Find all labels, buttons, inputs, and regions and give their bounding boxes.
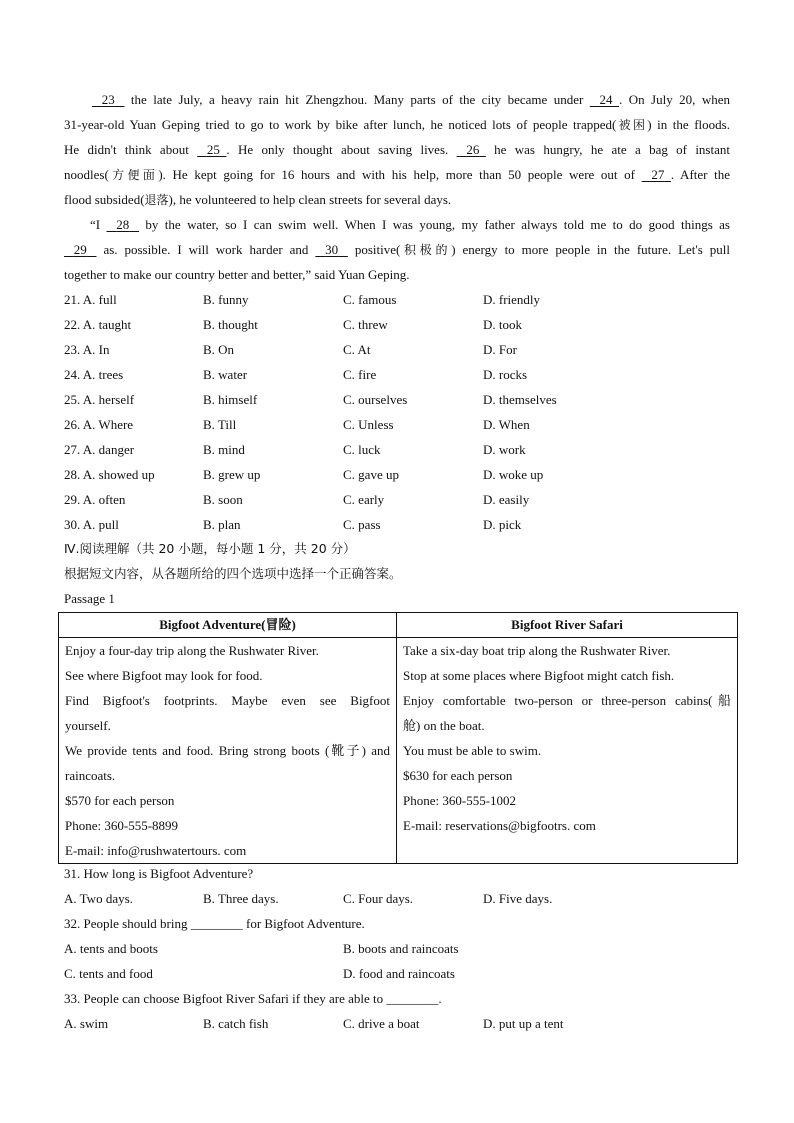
cloze-option-30-a[interactable]: 30. A. pull — [64, 517, 119, 532]
q32-option-a[interactable]: A. tents and boots — [64, 941, 158, 956]
cloze-option-22-a[interactable]: 22. A. taught — [64, 317, 132, 332]
q33-option-d[interactable]: D. put up a tent — [483, 1016, 564, 1031]
blank-26: 26 — [466, 142, 480, 157]
blank-27: 27 — [651, 167, 665, 182]
cloze-line: flood subsided(退落), he volunteered to help clean streets for several days. — [64, 192, 452, 207]
cloze-option-22-b[interactable]: B. thought — [203, 317, 258, 332]
blank-29: 29 — [73, 242, 87, 257]
cloze-option-25-b[interactable]: B. himself — [203, 392, 258, 407]
ad-line: You must be able to swim. — [403, 743, 542, 758]
cloze-option-21-b[interactable]: B. funny — [203, 292, 249, 307]
cloze-option-24-b[interactable]: B. water — [203, 367, 248, 382]
ad-line: Phone: 360-555-1002 — [403, 793, 517, 808]
cloze-option-29-a[interactable]: 29. A. often — [64, 492, 126, 507]
ad-line: See where Bigfoot may look for food. — [65, 668, 263, 683]
blank-23: 23 — [101, 92, 115, 107]
cloze-option-28-a[interactable]: 28. A. showed up — [64, 467, 155, 482]
ad-line: $570 for each person — [65, 793, 175, 808]
ad-line: 舱) on the boat. — [403, 718, 485, 733]
cloze-option-27-a[interactable]: 27. A. danger — [64, 442, 135, 457]
cloze-option-27-c[interactable]: C. luck — [343, 442, 381, 457]
cloze-option-21-d[interactable]: D. friendly — [483, 292, 541, 307]
section-heading: Ⅳ.阅读理解（共 20 小题，每小题 1 分，共 20 分） — [64, 541, 356, 556]
question-31-stem: 31. How long is Bigfoot Adventure? — [64, 866, 254, 881]
q32-option-d[interactable]: D. food and raincoats — [343, 966, 455, 981]
ad-line: We provide tents and food. Bring strong boots (靴子) and — [65, 743, 390, 758]
ad-line: Phone: 360-555-8899 — [65, 818, 179, 833]
ad-line: E-mail: reservations@bigfootrs. com — [403, 818, 596, 833]
cloze-option-24-c[interactable]: C. fire — [343, 367, 377, 382]
q31-option-d[interactable]: D. Five days. — [483, 891, 553, 906]
question-32-stem: 32. People should bring ________ for Bigfoot Adventure. — [64, 916, 365, 931]
cloze-option-26-d[interactable]: D. When — [483, 417, 530, 432]
cloze-option-23-a[interactable]: 23. A. In — [64, 342, 110, 357]
ad-title-left: Bigfoot Adventure(冒险) — [59, 613, 397, 638]
ad-body-left — [59, 638, 397, 864]
q32-option-c[interactable]: C. tents and food — [64, 966, 153, 981]
cloze-option-25-a[interactable]: 25. A. herself — [64, 392, 135, 407]
question-33-stem: 33. People can choose Bigfoot River Safari if they are able to ________. — [64, 991, 442, 1006]
cloze-option-30-c[interactable]: C. pass — [343, 517, 381, 532]
blank-25: 25 — [206, 142, 220, 157]
cloze-option-22-c[interactable]: C. threw — [343, 317, 388, 332]
ad-line: Find Bigfoot's footprints. Maybe even see Bigfoot — [65, 693, 390, 708]
cloze-option-30-b[interactable]: B. plan — [203, 517, 241, 532]
section-instruction: 根据短文内容，从各题所给的四个选项中选择一个正确答案。 — [64, 566, 402, 581]
cloze-line: 31-year-old Yuan Geping tried to go to work by bike after lunch, he noticed lots of people trapped(被困) in the floods. — [64, 117, 730, 132]
cloze-option-23-b[interactable]: B. On — [203, 342, 235, 357]
cloze-option-26-a[interactable]: 26. A. Where — [64, 417, 134, 432]
q32-option-b[interactable]: B. boots and raincoats — [343, 941, 459, 956]
cloze-line: 23 the late July, a heavy rain hit Zhengzhou. Many parts of the city became under 24 . On July 20, when — [64, 92, 730, 108]
cloze-line: “I 28 by the water, so I can swim well. When I was young, my father always told me to do good things as — [90, 217, 730, 232]
cloze-option-23-c[interactable]: C. At — [343, 342, 371, 357]
ad-line: Stop at some places where Bigfoot might catch fish. — [403, 668, 675, 683]
cloze-option-23-d[interactable]: D. For — [483, 342, 517, 357]
blank-30: 30 — [325, 242, 339, 257]
cloze-line: 29 as. possible. I will work harder and 30 positive(积极的) energy to more people in the future. Let's pull — [64, 242, 730, 258]
cloze-option-29-d[interactable]: D. easily — [483, 492, 530, 507]
cloze-line: noodles(方便面). He kept going for 16 hours and with his help, more than 50 people were out of 27 . After the — [64, 167, 731, 182]
cloze-option-29-b[interactable]: B. soon — [203, 492, 243, 507]
ads-table — [58, 612, 738, 864]
cloze-option-26-c[interactable]: C. Unless — [343, 417, 394, 432]
q31-option-a[interactable]: A. Two days. — [64, 891, 133, 906]
cloze-option-28-d[interactable]: D. woke up — [483, 467, 544, 482]
cloze-option-27-d[interactable]: D. work — [483, 442, 526, 457]
cloze-option-29-c[interactable]: C. early — [343, 492, 385, 507]
cloze-option-24-a[interactable]: 24. A. trees — [64, 367, 124, 382]
blank-24: 24 — [599, 92, 613, 107]
cloze-line: together to make our country better and better,” said Yuan Geping. — [64, 267, 410, 282]
q33-option-a[interactable]: A. swim — [64, 1016, 109, 1031]
q31-option-c[interactable]: C. Four days. — [343, 891, 414, 906]
cloze-line: He didn't think about 25 . He only thought about saving lives. 26 he was hungry, he ate a bag of instant — [64, 142, 730, 157]
q33-option-b[interactable]: B. catch fish — [203, 1016, 269, 1031]
ad-line: Enjoy a four-day trip along the Rushwater River. — [65, 643, 319, 658]
q33-option-c[interactable]: C. drive a boat — [343, 1016, 420, 1031]
cloze-option-26-b[interactable]: B. Till — [203, 417, 237, 432]
cloze-option-27-b[interactable]: B. mind — [203, 442, 245, 457]
cloze-option-21-c[interactable]: C. famous — [343, 292, 397, 307]
ad-body-right — [397, 638, 738, 864]
passage-label: Passage 1 — [64, 591, 115, 606]
ad-line: yourself. — [65, 718, 111, 733]
ad-line: E-mail: info@rushwatertours. com — [65, 843, 247, 858]
cloze-option-22-d[interactable]: D. took — [483, 317, 522, 332]
cloze-option-28-b[interactable]: B. grew up — [203, 467, 261, 482]
cloze-option-25-c[interactable]: C. ourselves — [343, 392, 408, 407]
cloze-option-28-c[interactable]: C. gave up — [343, 467, 399, 482]
ad-line: $630 for each person — [403, 768, 513, 783]
q31-option-b[interactable]: B. Three days. — [203, 891, 279, 906]
cloze-option-24-d[interactable]: D. rocks — [483, 367, 528, 382]
ad-line: raincoats. — [65, 768, 116, 783]
ad-line: Take a six-day boat trip along the Rushwater River. — [403, 643, 671, 658]
ad-line: Enjoy comfortable two-person or three-person cabins(船 — [403, 693, 731, 708]
cloze-option-25-d[interactable]: D. themselves — [483, 392, 557, 407]
cloze-option-30-d[interactable]: D. pick — [483, 517, 522, 532]
ad-title-right: Bigfoot River Safari — [397, 613, 738, 638]
cloze-option-21-a[interactable]: 21. A. full — [64, 292, 117, 307]
blank-28: 28 — [116, 217, 130, 232]
